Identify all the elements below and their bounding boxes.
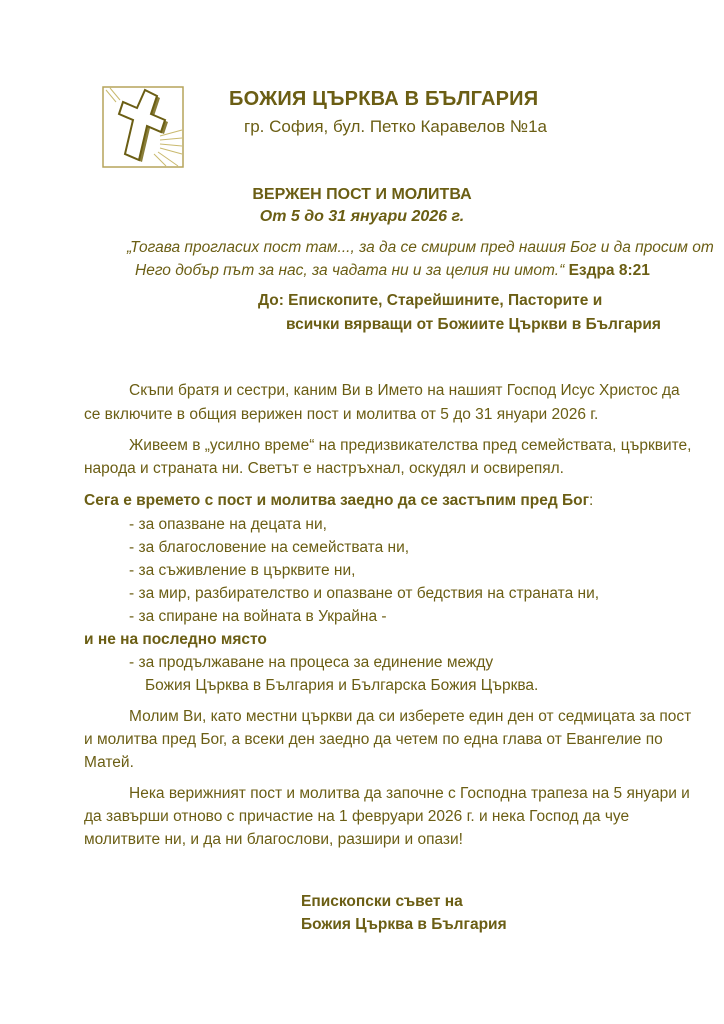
list-item-continuation: Божия Църква в България и Българска Божия Църква. bbox=[145, 677, 539, 694]
paragraph-4-line-3: молитвите ни, и да ни благослови, разшири и опази! bbox=[84, 831, 463, 848]
signature-line-2: Божия Църква в България bbox=[301, 916, 507, 933]
paragraph-3-line-2: и молитва пред Бог, а всеки ден заедно да четем по една глава от Евангелие по bbox=[84, 731, 663, 748]
organization-name: БОЖИЯ ЦЪРКВА В БЪЛГАРИЯ bbox=[229, 88, 539, 110]
addressee-line-2: всички вярващи от Божиите Църкви в България bbox=[286, 316, 661, 333]
signature-line-1: Епископски съвет на bbox=[301, 893, 463, 910]
document-dates: От 5 до 31 януари 2026 г. bbox=[259, 208, 465, 225]
paragraph-3-line-1: Молим Ви, като местни църкви да си изберете един ден от седмицата за пост bbox=[129, 708, 692, 725]
paragraph-4-line-2: да завърши отново с причастие на 1 февруари 2026 г. и нека Господ да чуе bbox=[84, 808, 630, 825]
paragraph-1-line-2: се включите в общия верижен пост и молитва от 5 до 31 януари 2026 г. bbox=[84, 406, 599, 423]
paragraph-2-line-2: народа и страната ни. Светът е настръхнал, оскудял и освирепял. bbox=[84, 460, 564, 477]
scripture-quote-line-2 bbox=[135, 262, 650, 280]
document-title: ВЕРЖЕН ПОСТ И МОЛИТВА bbox=[252, 186, 472, 203]
list-item: - за опазване на децата ни, bbox=[129, 516, 327, 533]
addressee-line-1: До: Епископите, Старейшините, Пасторите и bbox=[258, 292, 603, 309]
paragraph-1-line-1: Скъпи братя и сестри, каним Ви в Името на нашият Господ Исус Христос да bbox=[129, 382, 680, 399]
cross-logo-icon bbox=[102, 86, 184, 168]
organization-address: гр. София, бул. Петко Каравелов №1а bbox=[244, 117, 547, 136]
paragraph-3-line-3: Матей. bbox=[84, 754, 134, 771]
last-priority-heading: и не на последно място bbox=[84, 631, 267, 648]
scripture-reference: Ездра 8:21 bbox=[568, 262, 650, 279]
prayer-list-heading-text: Сега е времето с пост и молитва заедно да се застъпим пред Бог bbox=[84, 492, 590, 509]
list-item: - за благословение на семействата ни, bbox=[129, 539, 410, 556]
list-item: - за мир, разбирателство и опазване от бедствия на страната ни, bbox=[129, 585, 600, 602]
list-item: - за съживление в църквите ни, bbox=[129, 562, 356, 579]
paragraph-2-line-1: Живеем в „усилно време“ на предизвикателства пред семействата, църквите, bbox=[129, 437, 692, 454]
prayer-list-heading bbox=[84, 490, 593, 511]
list-item: - за спиране на войната в Украйна - bbox=[129, 608, 387, 625]
list-item: - за продължаване на процеса за единение между bbox=[129, 654, 494, 671]
paragraph-4-line-1: Нека верижният пост и молитва да започне с Господна трапеза на 5 януари и bbox=[129, 785, 690, 802]
scripture-quote-text: Него добър път за нас, за чадата ни и за целия ни имот.“ bbox=[135, 262, 565, 279]
prayer-list-heading-colon: : bbox=[589, 492, 594, 509]
scripture-quote-line-1: „Тогава прогласих пост там..., за да се смирим пред нашия Бог и да просим от bbox=[127, 239, 714, 256]
